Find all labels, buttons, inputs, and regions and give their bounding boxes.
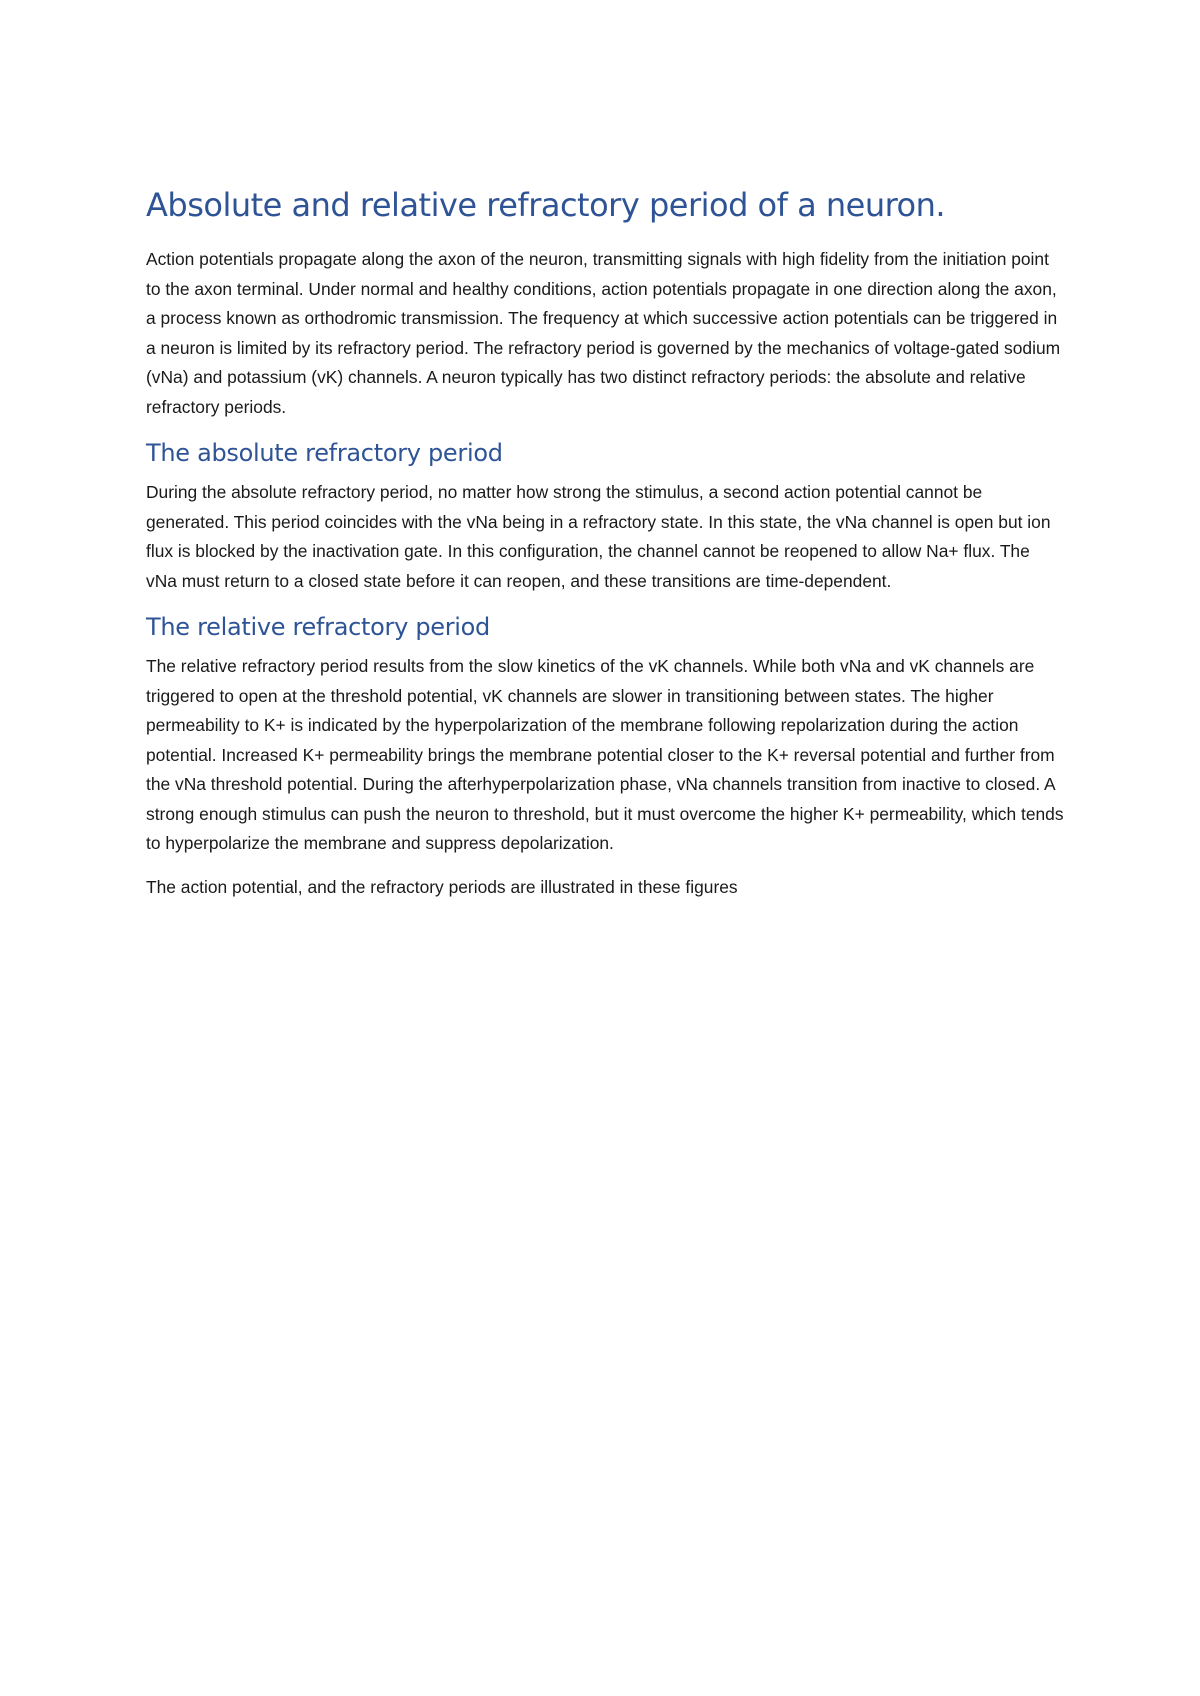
document-body — [146, 185, 1064, 916]
intro-paragraph: Action potentials propagate along the axon of the neuron, transmitting signals with high fidelity from the initiation point to the axon terminal. Under normal and healthy conditions, action potentials propagate in one direction along the axon, a process known as orthodromic transmission. The frequency at which successive action potentials can be triggered in a neuron is limited by its refractory period. The refractory period is governed by the mechanics of voltage-gated sodium (vNa) and potassium (vK) channels. A neuron typically has two distinct refractory periods: the absolute and relative refractory periods. — [146, 249, 1061, 417]
section-paragraph-absolute-refractory: During the absolute refractory period, no matter how strong the stimulus, a second action potential cannot be generated. This period coincides with the vNa being in a refractory state. In this state, the vNa channel is open but ion flux is blocked by the inactivation gate. In this configuration, the channel cannot be reopened to allow Na+ flux. The vNa must return to a closed state before it can reopen, and these transitions are time-dependent. — [146, 482, 1051, 591]
section-heading-relative-refractory: The relative refractory period — [146, 613, 490, 641]
section-heading-absolute-refractory: The absolute refractory period — [146, 439, 503, 467]
section-paragraph-relative-refractory: The relative refractory period results from the slow kinetics of the vK channels. While both vNa and vK channels are triggered to open at the threshold potential, vK channels are slower in transitioning between states. The higher permeability to K+ is indicated by the hyperpolarization of the membrane following repolarization during the action potential. Increased K+ permeability brings the membrane potential closer to the K+ reversal potential and further from the vNa threshold potential. During the afterhyperpolarization phase, vNa channels transition from inactive to closed. A strong enough stimulus can push the neuron to threshold, but it must overcome the higher K+ permeability, which tends to hyperpolarize the membrane and suppress depolarization. — [146, 656, 1064, 853]
closing-paragraph: The action potential, and the refractory periods are illustrated in these figures — [146, 876, 738, 897]
document-title: Absolute and relative refractory period of a neuron. — [146, 186, 946, 224]
